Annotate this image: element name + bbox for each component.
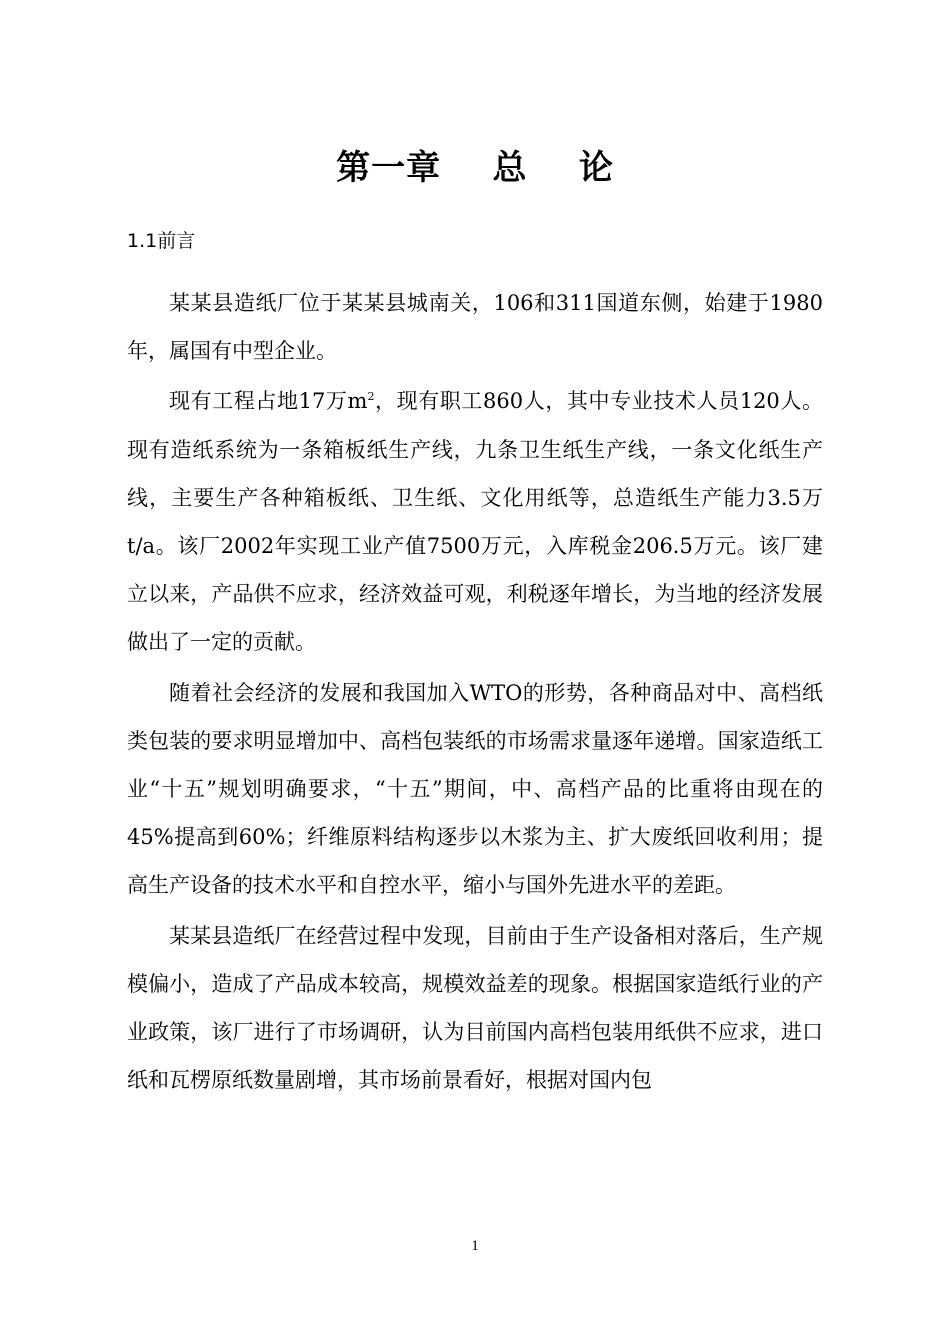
body-text	[127, 279, 823, 1104]
paragraph-location: 某某县造纸厂位于某某县城南关，106和311国道东侧，始建于1980年，属国有中型企业。	[127, 291, 823, 364]
paragraph-current-status	[127, 377, 823, 666]
superscript-2: 2	[367, 390, 375, 404]
status-text: ，现有职工860人，其中专业技术人员120人。现有造纸系统为一条箱板纸生产线，九条卫生纸生产线，一条文化纸生产线，主要生产各种箱板纸、卫生纸、文化用纸等，总造纸生产能力3.5万t/a。该厂2002年实现工业产值7500万元，入库税金206.5万元。该厂建立以来，产品供不应求，经济效益可观，利税逐年增长，为当地的经济发展做出了一定的贡献。	[127, 389, 823, 655]
chapter-title: 第一章 总 论	[336, 148, 614, 188]
section-heading: 1.1前言	[127, 230, 196, 252]
area-text: 现有工程占地17万m	[169, 389, 368, 414]
paragraph-plan: 某某县造纸厂在经营过程中发现，目前由于生产设备相对落后，生产规模偏小，造成了产品成本较高，规模效益差的现象。根据国家造纸行业的产业政策，该厂进行了市场调研，认为目前国内高档包装用纸供不应求，进口纸和瓦楞原纸数量剧增，其市场前景看好，根据对国内包	[127, 923, 823, 1093]
paragraph-market-trend: 随着社会经济的发展和我国加入WTO的形势，各种商品对中、高档纸类包装的要求明显增加中、高档包装纸的市场需求量逐年递增。国家造纸工业“十五”规划明确要求，“十五”期间，中、高档产品的比重将由现在的45%提高到60%；纤维原料结构逐步以木浆为主、扩大废纸回收利用；提高生产设备的技术水平和自控水平，缩小与国外先进水平的差距。	[127, 680, 823, 898]
page-number: 1	[471, 1238, 479, 1254]
